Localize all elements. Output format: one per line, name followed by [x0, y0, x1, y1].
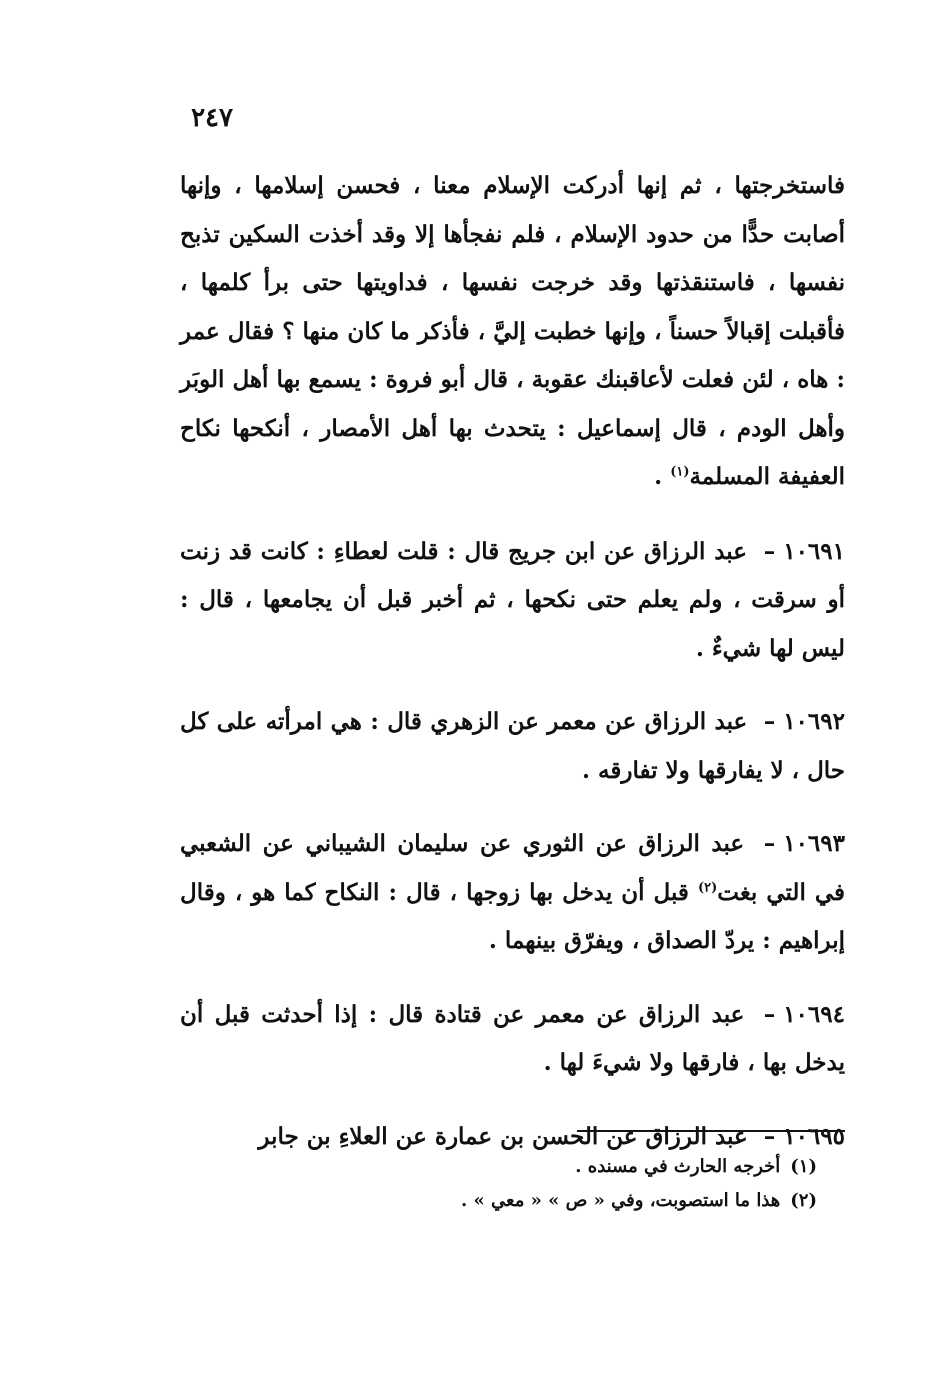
- text-line: نفسها ، فاستنقذتها وقد خرجت نفسها ، فداويتها حتى برأ كلمها ،: [180, 269, 845, 296]
- text-line: وقال إبراهيم : يردّ الصداق ، ويفرّق بينهما .: [180, 878, 845, 954]
- text-line: قال : ليس لها شيءٌ .: [180, 586, 845, 662]
- footnote-ref: (١): [670, 464, 690, 480]
- footnote-2: [177, 1184, 817, 1218]
- footnote-1: [177, 1150, 817, 1184]
- text-line: فاستخرجتها ، ثم إنها أدركت الإسلام معنا ، فحسن إسلامها ، وإنها: [180, 172, 845, 199]
- footnote-divider: [577, 1130, 845, 1132]
- dash: –: [763, 830, 776, 857]
- text-line: قد زنت أو سرقت ، ولم يعلم حتى نكحها ، ثم أخبر قبل أن يجامعها ،: [180, 537, 845, 613]
- dash: –: [763, 1122, 776, 1150]
- hadith-number: ١٠٦٩٥: [783, 1122, 845, 1150]
- hadith-number: ١٠٦٩٢: [783, 708, 845, 735]
- text-line: قبل أن يدخل بها زوجها ، قال : النكاح كما هو ،: [234, 878, 689, 906]
- text-line: فأقبلت إقبالاً حسناً ، وإنها خطبت إليَّ ، فأذكر ما كان منها ؟ فقال: [227, 317, 845, 345]
- text-line: في التي بغت: [717, 878, 846, 906]
- hadith-10691: [180, 528, 845, 674]
- hadith-10694: [180, 991, 845, 1088]
- footnote-number: (٢): [790, 1190, 817, 1211]
- main-text: [180, 162, 845, 1186]
- text-line: قبل أن يدخل بها ، فارقها ولا شيءَ لها .: [180, 1000, 845, 1076]
- footnotes: [177, 1150, 817, 1218]
- footnote-ref: (٢): [697, 879, 718, 895]
- text-line: أنكحها نكاح العفيفة المسلمة: [180, 414, 845, 490]
- dash: –: [763, 1000, 776, 1028]
- dash: –: [763, 537, 776, 565]
- hadith-10693: [180, 820, 845, 966]
- text-line: عبد الرزاق عن معمر عن الزهري قال : هي امرأته: [265, 708, 748, 735]
- text-line: عبد الرزاق عن ابن جريج قال : قلت لعطاءِ : كانت: [260, 537, 747, 565]
- footnote-text: أخرجه الحارث في مسنده .: [575, 1156, 781, 1177]
- hadith-number: ١٠٦٩٤: [783, 1000, 845, 1028]
- dash: –: [763, 708, 776, 735]
- hadith-number: ١٠٦٩٣: [783, 830, 845, 857]
- page-number: ٢٤٧: [191, 103, 233, 133]
- hadith-10692: [180, 698, 845, 795]
- text-line: عبد الرزاق عن الثوري عن سليمان الشيباني عن الشعبي: [180, 830, 745, 857]
- hadith-number: ١٠٦٩١: [783, 537, 845, 565]
- text-line: عبد الرزاق عن الحسن بن عمارة عن العلاءِ بن جابر: [258, 1122, 748, 1150]
- text-line: عمر : هاه ، لئن فعلت لأعاقبنك عقوبة ، قال أبو فروة : يسمع بها: [180, 317, 845, 393]
- text-line: أصابت حدًّا من حدود الإسلام ، فلم نفجأها إلا وقد أخذت السكين تذبح: [180, 220, 845, 248]
- intro-paragraph: [180, 162, 845, 502]
- text-line: أهل الوبَر وأهل الودم ، قال إسماعيل : يتحدث بها أهل الأمصار ،: [180, 366, 846, 442]
- text-line: عبد الرزاق عن معمر عن قتادة قال : إذا أحدثت: [261, 1000, 745, 1028]
- text-line: على كل حال ، لا يفارقها ولا تفارقه .: [180, 708, 845, 784]
- footnote-text: هذا ما استصوبت، وفي « ص » « معي » .: [460, 1190, 781, 1211]
- text-line: .: [654, 463, 663, 490]
- footnote-number: (١): [790, 1156, 817, 1177]
